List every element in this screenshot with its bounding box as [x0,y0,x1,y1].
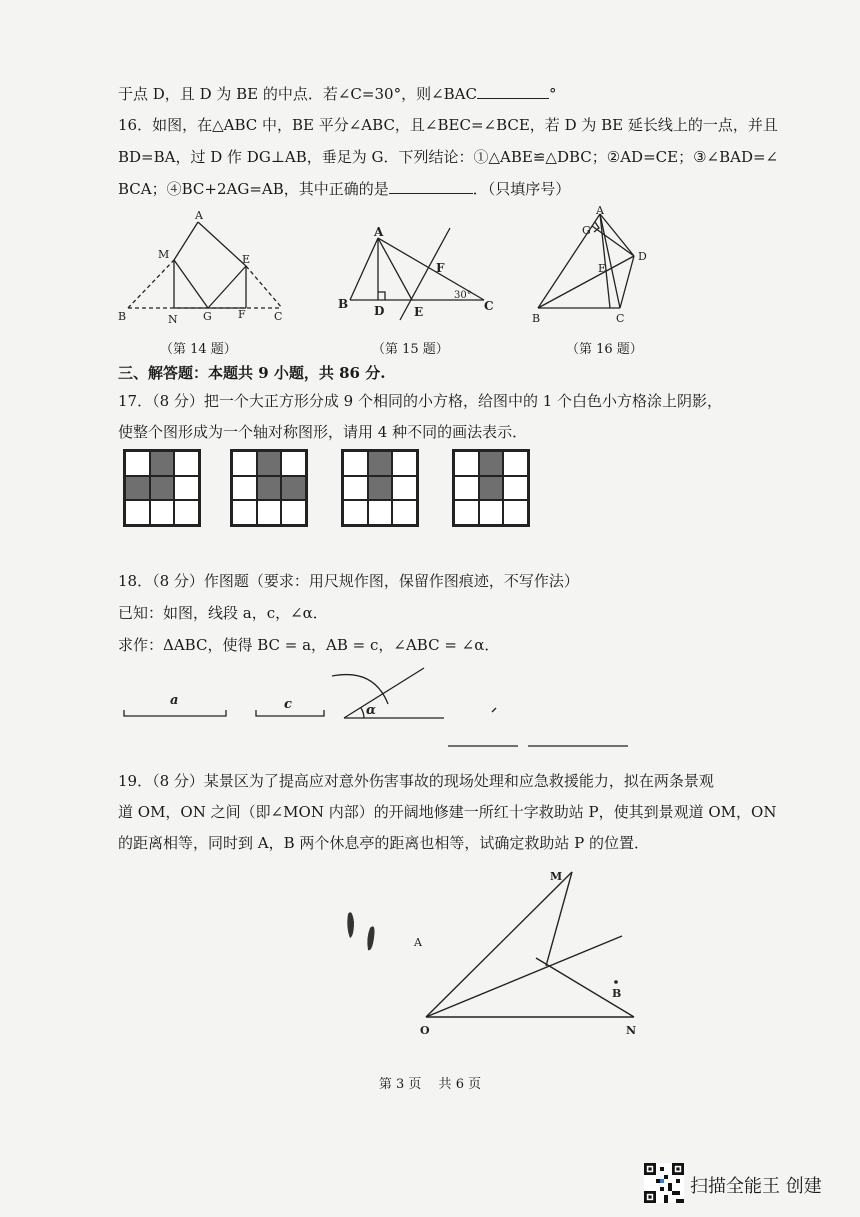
ray-om [426,872,572,1017]
grid-cell-blank[interactable] [343,500,368,525]
fig16-label-g: G [582,224,591,237]
q19-line2: 道 OM，ON 之间（即∠MON 内部）的开阔地修建一所红十字救助站 P，使其到景观道 OM，ON [118,803,777,821]
angle-bisector [426,936,622,1017]
segment-a [124,710,226,716]
grid-cell-blank[interactable] [343,476,368,501]
grid-cell-blank[interactable] [232,451,257,476]
construction-arc [332,675,388,704]
grid-cell-blank[interactable] [479,500,504,525]
fig14-label-m: M [158,248,170,261]
grid-cell-shaded[interactable] [479,451,504,476]
figure-15 [328,220,504,330]
point-b-dot [614,980,618,984]
grid-cell-blank[interactable] [125,451,150,476]
q18-line1: 18．（8 分）作图题（要求：用尺规作图，保留作图痕迹，不写作法） [118,572,579,590]
grid-cell-shaded[interactable] [281,476,306,501]
q19-line1: 19．（8 分）某景区为了提高应对意外伤害事故的现场处理和应急救援能力，拟在两条景观 [118,772,714,790]
fig14-label-b: B [118,310,127,323]
q16-line1: 16．如图，在△ABC 中，BE 平分∠ABC，且∠BEC=∠BCE，若 D 为 BE 延长线上的一点，并且 [118,116,778,134]
q15-tail-line [118,82,556,105]
grid-cell-blank[interactable] [232,500,257,525]
fig15-label-e: E [414,305,424,319]
fig16-label-c: C [616,312,625,325]
fig14-label-f: F [238,308,246,321]
fig14-label-g: G [203,310,212,323]
grid-cell-blank[interactable] [281,451,306,476]
grid-cell-shaded[interactable] [368,451,393,476]
fig19-label-o: O [420,1024,430,1037]
angle-alpha-label: α [366,703,377,718]
fig19-label-a: A [414,936,422,949]
q16-line3 [118,177,570,200]
grid-cell-blank[interactable] [454,451,479,476]
grid-cell-blank[interactable] [343,451,368,476]
q15-answer-blank[interactable] [477,82,549,99]
brand-watermark: 扫描全能王 创建 [690,1176,822,1197]
grid-cell-blank[interactable] [368,500,393,525]
q17-grid-1[interactable] [123,449,201,527]
q16-line3-a: BCA；④BC+2AG=AB，其中正确的是 [118,180,389,198]
fig16-label-a: A [596,204,604,217]
figure-19 [340,862,660,1042]
grid-cell-blank[interactable] [503,476,528,501]
q16-answer-blank[interactable] [389,177,473,194]
fig19-label-n: N [626,1024,637,1037]
segment-c-label: c [284,697,292,712]
fig14-label-c: C [274,310,283,323]
q18-line2: 已知：如图，线段 a，c，∠α． [118,604,328,622]
fig15-label-angle: 30° [454,290,472,301]
fig16-label-d: D [638,250,647,263]
q18-line3: 求作：ΔABC，使得 BC = a，AB = c，∠ABC = ∠α． [118,636,500,654]
fig14-label-n: N [168,313,178,326]
grid-cell-shaded[interactable] [125,476,150,501]
caption-fig14: （第 14 题） [160,342,237,357]
section-3-heading: 三、解答题：本题共 9 小题，共 86 分. [118,364,386,382]
grid-cell-shaded[interactable] [257,451,282,476]
fig19-label-m: M [550,870,563,883]
fig15-label-a: A [374,225,384,239]
q17-line2: 使整个图形成为一个轴对称图形，请用 4 种不同的画法表示． [118,423,528,441]
q18-given-figures [118,664,638,754]
grid-cell-blank[interactable] [392,476,417,501]
qr-code-icon [644,1163,684,1203]
grid-cell-shaded[interactable] [150,451,175,476]
fig15-label-c: C [484,299,494,313]
grid-cell-blank[interactable] [503,451,528,476]
fig15-label-b: B [338,297,349,311]
q17-grid-4[interactable] [452,449,530,527]
q17-grid-3[interactable] [341,449,419,527]
figure-14 [110,208,300,328]
ink-smudge [347,912,354,938]
segment-a-label: a [170,693,179,708]
grid-cell-shaded[interactable] [150,476,175,501]
caption-fig16: （第 16 题） [566,342,643,357]
q15-tail-end: ° [548,85,557,103]
grid-cell-blank[interactable] [174,476,199,501]
grid-cell-blank[interactable] [232,476,257,501]
fig14-label-e: E [242,253,251,266]
grid-cell-blank[interactable] [503,500,528,525]
grid-cell-blank[interactable] [454,476,479,501]
grid-cell-blank[interactable] [174,500,199,525]
q17-line1: 17．（8 分）把一个大正方形分成 9 个相同的小方格，给图中的 1 个白色小方格涂上阴影， [118,392,723,410]
grid-cell-shaded[interactable] [368,476,393,501]
grid-cell-shaded[interactable] [257,476,282,501]
grid-cell-blank[interactable] [174,451,199,476]
q19-line3: 的距离相等，同时到 A，B 两个休息亭的距离也相等，试确定救助站 P 的位置． [118,834,650,852]
grid-cell-blank[interactable] [281,500,306,525]
grid-cell-shaded[interactable] [479,476,504,501]
fig15-label-f: F [436,261,445,275]
grid-cell-blank[interactable] [125,500,150,525]
figure-16 [526,204,666,328]
fig19-label-b: B [612,987,622,1000]
q16-line3-b: ．（只填序号） [472,180,571,198]
fig14-label-a: A [195,209,203,222]
q16-line2: BD=BA，过 D 作 DG⊥AB，垂足为 G．下列结论：①△ABE≌△DBC；②AD=CE；③∠BAD=∠ [118,148,779,166]
fig15-label-d: D [374,304,385,318]
grid-cell-blank[interactable] [150,500,175,525]
grid-cell-blank[interactable] [392,500,417,525]
fig16-label-b: B [532,312,541,325]
grid-cell-blank[interactable] [454,500,479,525]
fig16-label-e: E [598,262,607,275]
q15-tail-text: 于点 D，且 D 为 BE 的中点．若∠C=30°，则∠BAC [118,85,477,103]
grid-cell-blank[interactable] [257,500,282,525]
q17-grid-2[interactable] [230,449,308,527]
grid-cell-blank[interactable] [392,451,417,476]
page-footer: 第 3 页 共 6 页 [378,1077,482,1092]
caption-fig15: （第 15 题） [372,342,449,357]
